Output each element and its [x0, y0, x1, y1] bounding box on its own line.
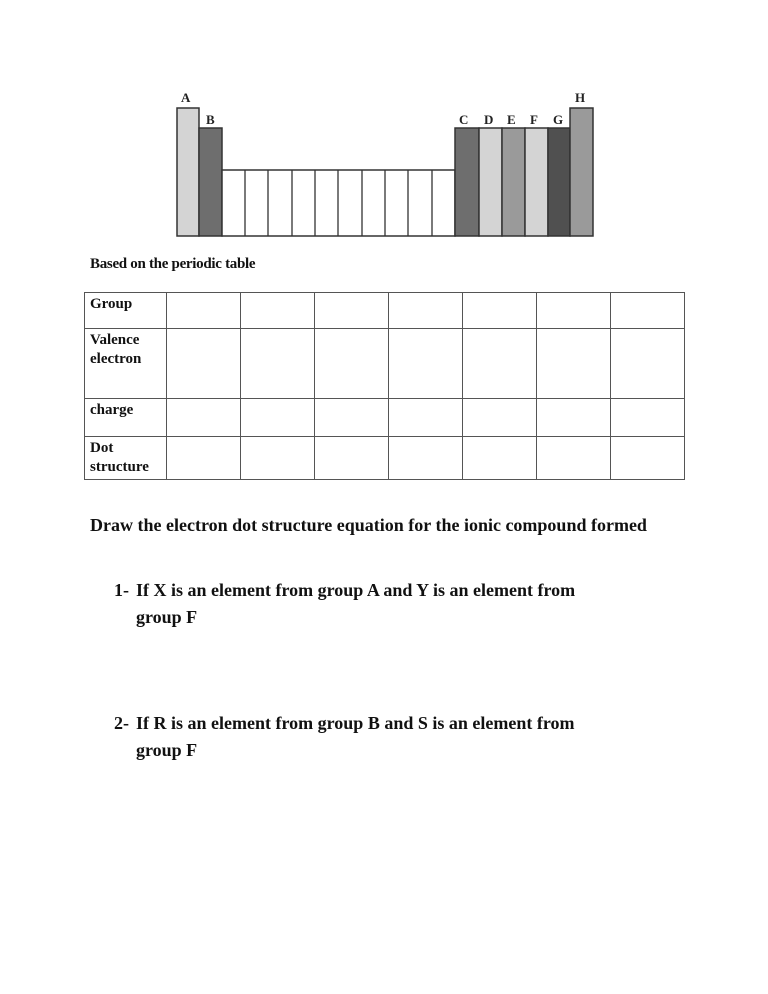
table-cell[interactable] [389, 293, 463, 329]
column-c [455, 128, 479, 236]
table-cell[interactable] [241, 399, 315, 437]
question-number: 2- [114, 713, 129, 733]
column-h [570, 108, 593, 236]
table-cell[interactable] [463, 437, 537, 480]
table-cell[interactable] [389, 399, 463, 437]
table-row-group [85, 293, 685, 329]
label-f: F [530, 112, 538, 127]
table-cell[interactable] [241, 293, 315, 329]
question-2 [114, 710, 674, 764]
label-b: B [206, 112, 215, 127]
label-d: D [484, 112, 494, 127]
table-row-dot [85, 437, 685, 480]
table-cell[interactable] [389, 437, 463, 480]
table-cell[interactable] [463, 329, 537, 399]
row-header: Group [85, 293, 167, 329]
question-1 [114, 577, 674, 631]
table-row-valence [85, 329, 685, 399]
row-header: charge [85, 399, 167, 437]
question-text-cont: group F [136, 607, 198, 627]
table-cell[interactable] [241, 329, 315, 399]
table-cell[interactable] [611, 399, 685, 437]
column-g [548, 128, 570, 236]
transition-metals [222, 170, 455, 236]
column-f [525, 128, 548, 236]
table-cell[interactable] [315, 437, 389, 480]
table-cell[interactable] [537, 437, 611, 480]
column-b [199, 128, 222, 236]
table-cell[interactable] [315, 293, 389, 329]
properties-table [84, 292, 685, 480]
table-cell[interactable] [315, 329, 389, 399]
table-cell[interactable] [611, 329, 685, 399]
column-a [177, 108, 199, 236]
table-cell[interactable] [537, 293, 611, 329]
table-cell[interactable] [315, 399, 389, 437]
intro-text: Based on the periodic table [90, 256, 256, 272]
label-h: H [575, 90, 586, 105]
row-header: Valence electron [85, 329, 167, 399]
question-text: If R is an element from group B and S is an element from [136, 713, 575, 733]
column-e [502, 128, 525, 236]
table-cell[interactable] [241, 437, 315, 480]
instruction-text: Draw the electron dot structure equation for the ionic compound formed [90, 515, 647, 535]
table-cell[interactable] [167, 399, 241, 437]
table-cell[interactable] [463, 399, 537, 437]
row-header: Dot structure [85, 437, 167, 480]
table-cell[interactable] [463, 293, 537, 329]
label-e: E [507, 112, 516, 127]
question-number: 1- [114, 580, 129, 600]
table-cell[interactable] [537, 399, 611, 437]
question-text: If X is an element from group A and Y is an element from [136, 580, 576, 600]
table-cell[interactable] [167, 437, 241, 480]
table-cell[interactable] [167, 329, 241, 399]
label-c: C [459, 112, 469, 127]
table-cell[interactable] [611, 437, 685, 480]
table-cell[interactable] [537, 329, 611, 399]
column-d [479, 128, 502, 236]
table-cell[interactable] [167, 293, 241, 329]
table-row-charge [85, 399, 685, 437]
label-a: A [181, 90, 191, 105]
periodic-table-diagram [172, 90, 598, 242]
label-g: G [553, 112, 564, 127]
table-cell[interactable] [611, 293, 685, 329]
question-text-cont: group F [136, 740, 198, 760]
table-cell[interactable] [389, 329, 463, 399]
